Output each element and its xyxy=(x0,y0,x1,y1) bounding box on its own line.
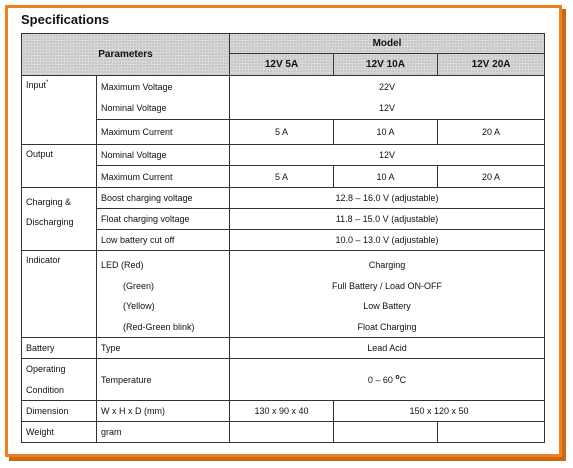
boost-row xyxy=(22,188,545,209)
battery-type-label: Type xyxy=(97,338,230,359)
led-red-value: Charging xyxy=(368,260,406,270)
input-voltage-values xyxy=(230,76,545,120)
weight-20a xyxy=(438,422,545,443)
input-label: Input xyxy=(26,80,47,90)
low-cutoff-row xyxy=(22,230,545,251)
input-voltage-row xyxy=(22,76,545,120)
output-max-current-20a: 20 A xyxy=(438,166,545,188)
temperature-range: 0 – 60 xyxy=(367,375,396,385)
led-yellow-value: Low Battery xyxy=(363,301,411,311)
model-12v-5a: 12V 5A xyxy=(230,54,334,76)
led-red-label: LED (Red) xyxy=(101,260,144,270)
battery-type-value: Lead Acid xyxy=(230,338,545,359)
parameters-header: Parameters xyxy=(22,34,230,76)
battery-row xyxy=(22,338,545,359)
input-max-current-5a: 5 A xyxy=(230,120,334,145)
temperature-value xyxy=(230,359,545,401)
weight-5a xyxy=(230,422,334,443)
float-row xyxy=(22,209,545,230)
page-title: Specifications xyxy=(21,12,110,27)
output-max-current-10a: 10 A xyxy=(334,166,438,188)
float-label: Float charging voltage xyxy=(97,209,230,230)
weight-label: Weight xyxy=(22,422,97,443)
input-max-voltage-label: Maximum Voltage xyxy=(101,82,173,92)
float-value: 11.8 – 15.0 V (adjustable) xyxy=(230,209,545,230)
output-nominal-voltage-label: Nominal Voltage xyxy=(97,145,230,166)
indicator-label: Indicator xyxy=(22,251,97,338)
output-voltage-row xyxy=(22,145,545,166)
boost-value: 12.8 – 16.0 V (adjustable) xyxy=(230,188,545,209)
output-max-current-5a: 5 A xyxy=(230,166,334,188)
dimension-5a: 130 x 90 x 40 xyxy=(230,401,334,422)
input-max-current-20a: 20 A xyxy=(438,120,545,145)
led-green-label: (Green) xyxy=(123,280,155,291)
input-label-cell xyxy=(22,76,97,145)
indicator-values xyxy=(230,251,545,338)
low-cutoff-value: 10.0 – 13.0 V (adjustable) xyxy=(230,230,545,251)
model-12v-20a: 12V 20A xyxy=(438,54,545,76)
charging-label-line1: Charging & xyxy=(26,197,72,207)
input-max-current-label: Maximum Current xyxy=(97,120,230,145)
model-12v-10a: 12V 10A xyxy=(334,54,438,76)
low-cutoff-label: Low battery cut off xyxy=(97,230,230,251)
dimension-row xyxy=(22,401,545,422)
charging-label-line2: Discharging xyxy=(26,217,74,227)
output-current-row xyxy=(22,166,545,188)
temperature-unit: C xyxy=(399,375,407,385)
input-current-row xyxy=(22,120,545,145)
led-green-value: Full Battery / Load ON-OFF xyxy=(332,280,443,291)
indicator-params xyxy=(97,251,230,338)
specifications-table xyxy=(21,33,545,443)
led-blink-value: Float Charging xyxy=(357,321,417,332)
input-max-voltage-value: 22V xyxy=(379,82,396,92)
led-blink-label: (Red-Green blink) xyxy=(123,321,195,332)
input-footnote-mark: * xyxy=(46,80,49,86)
dimension-param: W x H x D (mm) xyxy=(97,401,230,422)
operating-label-cell xyxy=(22,359,97,401)
weight-row xyxy=(22,422,545,443)
input-nominal-voltage-label: Nominal Voltage xyxy=(101,102,167,113)
operating-row xyxy=(22,359,545,401)
degree-symbol: o xyxy=(395,374,400,381)
led-yellow-label: (Yellow) xyxy=(123,301,155,311)
model-header: Model xyxy=(230,34,545,54)
weight-param: gram xyxy=(97,422,230,443)
dimension-10a-20a: 150 x 120 x 50 xyxy=(334,401,545,422)
input-max-current-10a: 10 A xyxy=(334,120,438,145)
operating-label-line1: Operating xyxy=(26,364,66,374)
indicator-row xyxy=(22,251,545,338)
input-nominal-voltage-value: 12V xyxy=(379,102,396,113)
input-voltage-params xyxy=(97,76,230,120)
output-max-current-label: Maximum Current xyxy=(97,166,230,188)
charging-label-cell xyxy=(22,188,97,251)
boost-label: Boost charging voltage xyxy=(97,188,230,209)
output-label: Output xyxy=(22,145,97,188)
battery-label: Battery xyxy=(22,338,97,359)
weight-10a xyxy=(334,422,438,443)
operating-label-line2: Condition xyxy=(26,384,65,395)
header-row-1 xyxy=(22,34,545,54)
temperature-label: Temperature xyxy=(97,359,230,401)
dimension-label: Dimension xyxy=(22,401,97,422)
output-nominal-voltage-value: 12V xyxy=(230,145,545,166)
